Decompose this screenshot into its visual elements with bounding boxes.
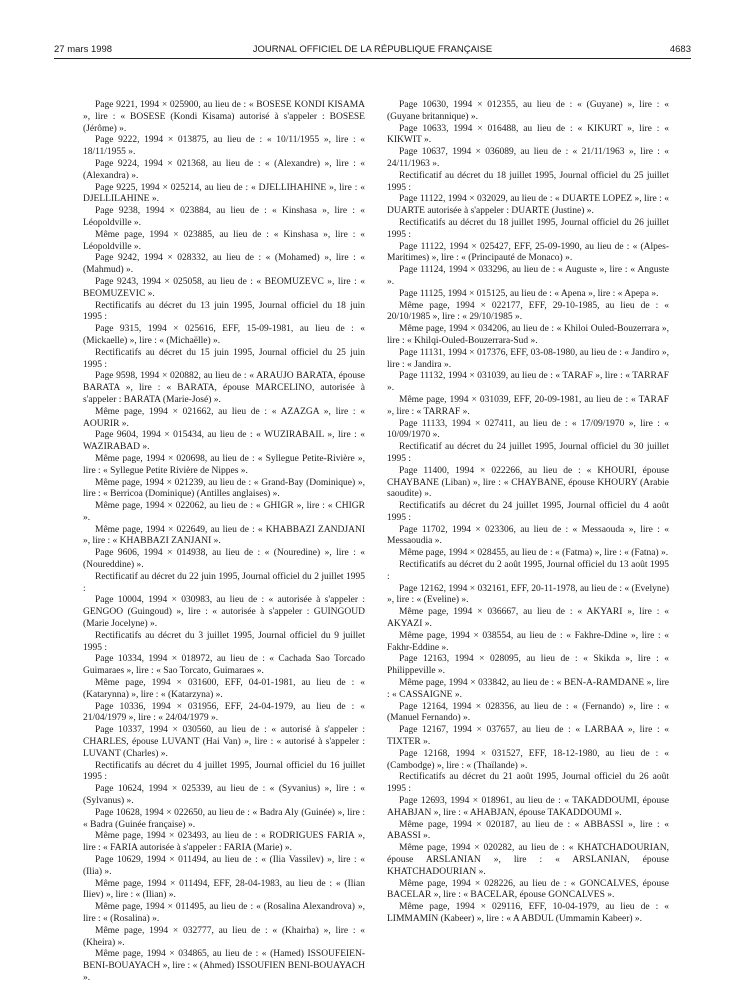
- correction-entry: Même page, 1994 × 020282, au lieu de : « KHATCHADOURIAN, épouse ARSLANIAN », lire : « ARSLANIAN, épouse KHATCHADOURIAN ».: [387, 843, 669, 877]
- correction-entry: Même page, 1994 × 023493, au lieu de : « RODRIGUES FARIA », lire : « FARIA autorisée à s'appeler : FARIA (Marie) ».: [83, 831, 365, 854]
- correction-entry: Rectificatifs au décret du 4 juillet 1995, Journal officiel du 16 juillet 1995 :: [83, 760, 365, 783]
- correction-entry: Même page, 1994 × 022062, au lieu de : « GHIGR », lire : « CHIGR ».: [83, 501, 365, 523]
- page-header: [54, 44, 691, 59]
- correction-entry: Page 11125, 1994 × 015125, au lieu de : « Apena », lire : « Apepa ».: [399, 288, 659, 299]
- correction-entry: Page 11133, 1994 × 027411, au lieu de : « 17/09/1970 », lire : « 10/09/1970 ».: [387, 418, 669, 441]
- correction-entry: Rectificatif au décret du 18 juillet 1995, Journal officiel du 25 juillet 1995 :: [387, 170, 669, 193]
- correction-entry: Page 11122, 1994 × 032029, au lieu de : « DUARTE LOPEZ », lire : « DUARTE autorisée à s'appeler : DUARTE (Justine) ».: [387, 194, 669, 217]
- correction-entry: Même page, 1994 × 022649, au lieu de : « KHABBAZI ZANDJANI », lire : « KHABBAZI ZANJANI ».: [83, 524, 365, 547]
- correction-entry: Page 9604, 1994 × 015434, au lieu de : « WUZIRABAIL », lire : « WAZIRABAD ».: [83, 430, 365, 453]
- correction-entry: Même page, 1994 × 020698, au lieu de : « Syllegue Petite-Rivière », lire : « Syllegue Petite Rivière de Nippes ».: [83, 453, 365, 476]
- correction-entry: Page 9222, 1994 × 013875, au lieu de : « 10/11/1955 », lire : « 18/11/1955 ».: [83, 135, 365, 158]
- correction-entry: Page 10637, 1994 × 036089, au lieu de : « 21/11/1963 », lire : « 24/11/1963 ».: [387, 147, 669, 169]
- correction-entry: Même page, 1994 × 022177, EFF, 29-10-1985, au lieu de : « 20/10/1985 », lire : « 29/10/1985 ».: [387, 300, 669, 323]
- correction-entry: Page 10624, 1994 × 025339, au lieu de : « (Syvanius) », lire : « (Sylvanus) ».: [83, 784, 365, 807]
- correction-entry: Rectificatifs au décret du 13 juin 1995, Journal officiel du 18 juin 1995 :: [83, 300, 365, 323]
- correction-entry: Page 11131, 1994 × 017376, EFF, 03-08-1980, au lieu de : « Jandiro », lire : « Jandira ».: [387, 347, 669, 370]
- correction-entry: Même page, 1994 × 021239, au lieu de : « Grand-Bay (Dominique) », lire : « Berricoa (Dominique) (Antilles anglaises) ».: [83, 477, 365, 500]
- page-number: 4683: [669, 44, 691, 55]
- correction-entry: Page 10633, 1994 × 016488, au lieu de : « KIKURT », lire : « KIKWIT ».: [387, 123, 669, 146]
- correction-entry: Rectificatif au décret du 22 juin 1995, Journal officiel du 2 juillet 1995 :: [83, 571, 365, 594]
- correction-entry: Page 9598, 1994 × 020882, au lieu de : « ARAUJO BARATA, épouse BARATA », lire : « BARATA, épouse MARCELINO, autorisée à s'appeler : BARATA (Marie-José) ».: [83, 371, 365, 405]
- right-column: [387, 100, 669, 926]
- correction-entry: Même page, 1994 × 034206, au lieu de : « Khiloi Ouled-Bouzerrara », lire : « Khilqi-Ouled-Bouzerrara-Sud ».: [387, 324, 669, 346]
- correction-entry: Page 10630, 1994 × 012355, au lieu de : « (Guyane) », lire : « (Guyane britannique) ».: [387, 100, 669, 122]
- correction-entry: Page 10337, 1994 × 030560, au lieu de : « autorisé à s'appeler : CHARLES, épouse LUVANT (Hai Van) », lire : « autorisé à s'appeler : LUVANT (Charles) ».: [83, 725, 365, 759]
- correction-entry: Même page, 1994 × 023885, au lieu de : « Kinshasa », lire : « Léopoldville ».: [83, 229, 365, 252]
- correction-entry: Page 11122, 1994 × 025427, EFF, 25-09-1990, au lieu de : « (Alpes-Maritimes) », lire : « (Principauté de Monaco) ».: [387, 241, 669, 264]
- journal-title: JOURNAL OFFICIEL DE LA RÉPUBLIQUE FRANÇAISE: [252, 44, 493, 55]
- correction-entry: Rectificatifs au décret du 21 août 1995, Journal officiel du 26 août 1995 :: [387, 772, 669, 795]
- correction-entry: Page 10629, 1994 × 011494, au lieu de : « (Ilia Vassilev) », lire : « (Ilia) ».: [83, 855, 365, 877]
- correction-entry: Page 12163, 1994 × 028095, au lieu de : « Skikda », lire : « Philippeville ».: [387, 654, 669, 677]
- correction-entry: Rectificatifs au décret du 3 juillet 1995, Journal officiel du 9 juillet 1995 :: [83, 630, 365, 653]
- correction-entry: Page 11400, 1994 × 022266, au lieu de : « KHOURI, épouse CHAYBANE (Liban) », lire : « CHAYBANE, épouse KHOURY (Arabie saoudite) ».: [387, 465, 669, 500]
- header-date: 27 mars 1998: [54, 44, 113, 55]
- correction-entry: Même page, 1994 × 036667, au lieu de : « AKYARI », lire : « AKYAZI ».: [387, 607, 669, 630]
- correction-entry: Page 10004, 1994 × 030983, au lieu de : « autorisée à s'appeler : GENGOO (Guingoud) », lire : « autorisée à s'appeler : GUINGOUD (Marie Jocelyne) ».: [83, 595, 365, 630]
- correction-entry: Même page, 1994 × 029116, EFF, 10-04-1979, au lieu de : « LIMMAMIN (Kabeer) », lire : « A ABDUL (Ummamin Kabeer) ».: [387, 902, 669, 924]
- correction-entry: Même page, 1994 × 031039, EFF, 20-09-1981, au lieu de : « TARAF », lire : « TARRAF ».: [387, 394, 669, 417]
- correction-entry: Même page, 1994 × 011494, EFF, 28-04-1983, au lieu de : « (Ilian Iliev) », lire : « (Ilian) ».: [83, 878, 365, 901]
- correction-entry: Page 9221, 1994 × 025900, au lieu de : « BOSESE KONDI KISAMA », lire : « BOSESE (Kondi Kisama) autorisé à s'appeler : BOSESE (Jérôme) ».: [83, 100, 365, 134]
- correction-entry: Page 12164, 1994 × 028356, au lieu de : « (Fernando) », lire : « (Manuel Fernando) ».: [387, 701, 669, 724]
- correction-entry: Page 9242, 1994 × 028332, au lieu de : « (Mohamed) », lire : « (Mahmud) ».: [83, 253, 365, 276]
- correction-entry: Rectificatifs au décret du 15 juin 1995, Journal officiel du 25 juin 1995 :: [83, 347, 365, 370]
- correction-entry: Même page, 1994 × 028226, au lieu de : « GONCALVES, épouse BACELAR », lire : « BACELAR, épouse GONCALVES ».: [387, 878, 669, 901]
- correction-entry: Page 12162, 1994 × 032161, EFF, 20-11-1978, au lieu de : « (Evelyne) », lire : « (Eveline) ».: [387, 583, 669, 606]
- correction-entry: Même page, 1994 × 031600, EFF, 04-01-1981, au lieu de : « (Katarynna) », lire : « (Katarzyna) ».: [83, 678, 365, 700]
- correction-entry: Rectificatifs au décret du 2 août 1995, Journal officiel du 13 août 1995 :: [387, 560, 669, 582]
- correction-entry: Page 9224, 1994 × 021368, au lieu de : « (Alexandre) », lire : « (Alexandra) ».: [83, 158, 365, 181]
- correction-entry: Page 10336, 1994 × 031956, EFF, 24-04-1979, au lieu de : « 21/04/1979 », lire : « 24/04/1979 ».: [83, 701, 365, 724]
- correction-entry: Page 11124, 1994 × 033296, au lieu de : « Auguste », lire : « Anguste ».: [387, 265, 669, 287]
- left-column: [83, 100, 365, 985]
- correction-entry: Rectificatifs au décret du 24 juillet 1995, Journal officiel du 4 août 1995 :: [387, 501, 669, 523]
- correction-entry: Page 9243, 1994 × 025058, au lieu de : « BEOMUZEVC », lire : « BEOMUZEVIC ».: [83, 276, 365, 299]
- correction-entry: Page 10628, 1994 × 022650, au lieu de : « Badra Aly (Guinée) », lire : « Badra (Guinée française) ».: [83, 807, 365, 830]
- correction-entry: Page 12167, 1994 × 037657, au lieu de : « LARBAA », lire : « TIXTER ».: [387, 725, 669, 748]
- correction-entry: Même page, 1994 × 028455, au lieu de : « (Fatma) », lire : « (Fatna) ».: [399, 548, 669, 559]
- correction-entry: Même page, 1994 × 033842, au lieu de : « BEN-A-RAMDANE », lire : « CASSAIGNE ».: [387, 678, 669, 700]
- correction-entry: Page 9315, 1994 × 025616, EFF, 15-09-1981, au lieu de : « (Mickaelle) », lire : « (Michaëlle) ».: [83, 324, 365, 346]
- correction-entry: Rectificatif au décret du 24 juillet 1995, Journal officiel du 30 juillet 1995 :: [387, 442, 669, 464]
- correction-entry: Même page, 1994 × 021662, au lieu de : « AZAZGA », lire : « AOURIR ».: [83, 406, 365, 429]
- correction-entry: Page 9606, 1994 × 014938, au lieu de : « (Nouredine) », lire : « (Noureddine) ».: [83, 548, 365, 571]
- correction-entry: Même page, 1994 × 038554, au lieu de : « Fakhre-Ddine », lire : « Fakhr-Eddine ».: [387, 630, 669, 653]
- correction-entry: Rectificatifs au décret du 18 juillet 1995, Journal officiel du 26 juillet 1995 :: [387, 217, 669, 240]
- correction-entry: Page 10334, 1994 × 018972, au lieu de : « Cachada Sao Torcado Guimaraes », lire : « Sao Torcato, Guimaraes ».: [83, 654, 365, 677]
- correction-entry: Page 9238, 1994 × 023884, au lieu de : « Kinshasa », lire : « Léopoldville ».: [83, 206, 365, 228]
- correction-entry: Page 9225, 1994 × 025214, au lieu de : « DJELLIHAHINE », lire : « DJELLILAHINE ».: [83, 182, 365, 205]
- correction-entry: Page 11132, 1994 × 031039, au lieu de : « TARAF », lire : « TARRAF ».: [387, 371, 669, 394]
- correction-entry: Même page, 1994 × 011495, au lieu de : « (Rosalina Alexandrova) », lire : « (Rosalina) ».: [83, 902, 365, 924]
- correction-entry: Page 11702, 1994 × 023306, au lieu de : « Messaouda », lire : « Messaoudia ».: [387, 524, 669, 547]
- correction-entry: Même page, 1994 × 032777, au lieu de : « (Khairha) », lire : « (Kheira) ».: [83, 925, 365, 948]
- correction-entry: Page 12168, 1994 × 031527, EFF, 18-12-1980, au lieu de : « (Cambodge) », lire : « (Thaïlande) ».: [387, 748, 669, 771]
- correction-entry: Même page, 1994 × 034865, au lieu de : « (Hamed) ISSOUFEIEN-BENI-BOUAYACH », lire : « (Ahmed) ISSOUFIEN BENI-BOUAYACH ».: [83, 949, 365, 983]
- correction-entry: Page 12693, 1994 × 018961, au lieu de : « TAKADDOUMI, épouse AHABJAN », lire : « AHABJAN, épouse TAKADDOUMI ».: [387, 796, 669, 818]
- correction-entry: Même page, 1994 × 020187, au lieu de : « ABBASSI », lire : « ABASSI ».: [387, 819, 669, 842]
